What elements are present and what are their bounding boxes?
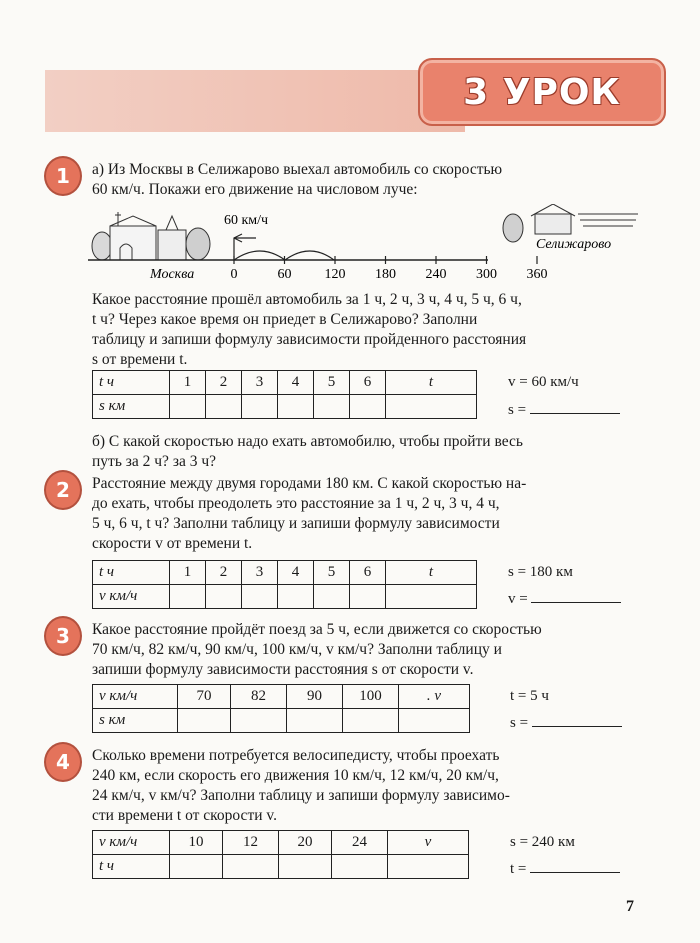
table-cell[interactable]: [386, 585, 477, 609]
table-cell[interactable]: [206, 395, 242, 419]
number-ray-figure: [88, 204, 648, 284]
task-4-line: 240 км, если скорость его движения 10 км/ч, 12 км/ч, 20 км/ч,: [92, 767, 499, 784]
task-3-text: [92, 620, 640, 680]
task-2-formula-2: [508, 590, 621, 608]
task-1-formula-1: v = 60 км/ч: [508, 374, 579, 390]
table-row: [93, 561, 477, 585]
task-4-text: [92, 746, 640, 826]
table-row: [93, 709, 470, 733]
table-row: [93, 831, 469, 855]
city-from-label: Москва: [150, 267, 195, 282]
task-2-line: 5 ч, 6 ч, t ч? Заполни таблицу и запиши формулу зависимости: [92, 515, 500, 532]
task-4-line: 24 км/ч, v км/ч? Заполни таблицу и запиши формулу зависимо-: [92, 787, 510, 804]
task-1-question-line: t ч? Через какое время он приедет в Селижарово? Заполни: [92, 311, 478, 328]
task-3-line: Какое расстояние пройдёт поезд за 5 ч, если движется со скоростью: [92, 621, 542, 638]
table-cell: s км: [93, 395, 170, 419]
task-3-formula-2: [510, 714, 622, 732]
formula-label: s =: [510, 715, 529, 731]
table-cell: 5: [314, 561, 350, 585]
table-cell[interactable]: [231, 709, 287, 733]
ray-tick-label: 60: [277, 267, 292, 282]
table-cell: v км/ч: [93, 685, 178, 709]
table-cell: 6: [350, 371, 386, 395]
table-row: [93, 371, 477, 395]
table-cell[interactable]: [279, 855, 332, 879]
table-row: [93, 855, 469, 879]
table-cell[interactable]: [386, 395, 477, 419]
table-cell: t ч: [93, 855, 170, 879]
table-cell[interactable]: [170, 855, 223, 879]
table-cell[interactable]: [242, 585, 278, 609]
table-cell: 5: [314, 371, 350, 395]
ray-tick-label: 180: [375, 267, 396, 282]
task-4-formula-2: [510, 860, 620, 878]
table-row: [93, 395, 477, 419]
formula-label: t =: [510, 861, 527, 877]
table-cell: v км/ч: [93, 831, 170, 855]
task-2-table: [92, 560, 477, 609]
table-cell: t ч: [93, 371, 170, 395]
table-cell: 12: [223, 831, 279, 855]
task-3-number-badge: 3: [44, 616, 82, 656]
table-cell: 1: [170, 561, 206, 585]
table-cell: 82: [231, 685, 287, 709]
task-1-question-line: s от времени t.: [92, 351, 188, 368]
task-2-text: [92, 474, 640, 554]
table-cell: 3: [242, 371, 278, 395]
table-cell: 4: [278, 561, 314, 585]
task-2-line: до ехать, чтобы преодолеть это расстояние за 1 ч, 2 ч, 3 ч, 4 ч,: [92, 495, 500, 512]
table-cell: 6: [350, 561, 386, 585]
city-to-label: Селижарово: [536, 237, 612, 252]
task-4-table: [92, 830, 469, 879]
task-1-question-line: Какое расстояние прошёл автомобиль за 1 ч, 2 ч, 3 ч, 4 ч, 5 ч, 6 ч,: [92, 291, 522, 308]
task-4-number-badge: 4: [44, 742, 82, 782]
table-cell: 2: [206, 371, 242, 395]
table-cell[interactable]: [242, 395, 278, 419]
task-4-line: сти времени t от скорости v.: [92, 807, 278, 824]
table-cell[interactable]: [350, 585, 386, 609]
answer-line[interactable]: [531, 590, 621, 603]
task-2-formula-1: s = 180 км: [508, 564, 573, 580]
task-3-table: [92, 684, 470, 733]
task-1-number-badge: 1: [44, 156, 82, 196]
task-1-intro: [92, 160, 640, 200]
answer-line[interactable]: [530, 860, 620, 873]
task-1-question: [92, 290, 640, 370]
page-number: 7: [626, 898, 634, 915]
table-cell: 100: [343, 685, 399, 709]
formula-label: v =: [508, 591, 528, 607]
task-1-part-b-line: путь за 2 ч? за 3 ч?: [92, 453, 216, 470]
task-4-line: Сколько времени потребуется велосипедисту, чтобы проехать: [92, 747, 500, 764]
table-cell[interactable]: [170, 585, 206, 609]
table-cell[interactable]: [350, 395, 386, 419]
table-cell: 4: [278, 371, 314, 395]
ray-tick-label: 360: [526, 267, 548, 282]
table-cell: 20: [279, 831, 332, 855]
ray-tick-label: 300: [476, 267, 497, 282]
table-cell[interactable]: [314, 585, 350, 609]
task-3-line: запиши формулу зависимости расстояния s от скорости v.: [92, 661, 474, 678]
table-cell[interactable]: [343, 709, 399, 733]
table-cell: 1: [170, 371, 206, 395]
table-cell[interactable]: [314, 395, 350, 419]
table-cell: t: [386, 371, 477, 395]
task-2-line: скорости v от времени t.: [92, 535, 253, 552]
header-band: [45, 70, 465, 132]
table-row: [93, 685, 470, 709]
table-cell: 3: [242, 561, 278, 585]
table-cell: 10: [170, 831, 223, 855]
table-cell[interactable]: [223, 855, 279, 879]
task-1-part-b: [92, 432, 640, 472]
task-2-number-badge: 2: [44, 470, 82, 510]
task-3-line: 70 км/ч, 82 км/ч, 90 км/ч, 100 км/ч, v км/ч? Заполни таблицу и: [92, 641, 502, 658]
task-1-intro-line: а) Из Москвы в Селижарово выехал автомобиль со скоростью: [92, 161, 503, 178]
ray-jump-arc: [234, 251, 285, 260]
table-cell[interactable]: [399, 709, 470, 733]
answer-line[interactable]: [530, 401, 620, 414]
table-cell[interactable]: [170, 395, 206, 419]
task-1-table: [92, 370, 477, 419]
table-cell[interactable]: [206, 585, 242, 609]
task-1-formula-2: [508, 401, 620, 419]
ray-tick-label: 0: [230, 267, 238, 282]
table-cell: v км/ч: [93, 585, 170, 609]
task-4-formula-1: s = 240 км: [510, 834, 575, 850]
moscow-kremlin-illustration: [92, 212, 210, 260]
ray-tick-label: 120: [324, 267, 346, 282]
table-cell: v: [388, 831, 469, 855]
table-cell: . v: [399, 685, 470, 709]
table-row: [93, 585, 477, 609]
table-cell: s км: [93, 709, 178, 733]
table-cell[interactable]: [278, 395, 314, 419]
ray-jump-arc: [285, 251, 334, 260]
table-cell[interactable]: [178, 709, 231, 733]
formula-label: s =: [508, 402, 527, 418]
task-3-formula-1: t = 5 ч: [510, 688, 549, 704]
table-cell[interactable]: [278, 585, 314, 609]
table-cell: 24: [332, 831, 388, 855]
table-cell: 90: [287, 685, 343, 709]
table-cell: t: [386, 561, 477, 585]
lesson-title: 3 УРОК: [463, 71, 621, 113]
table-cell: 2: [206, 561, 242, 585]
task-2-line: Расстояние между двумя городами 180 км. С какой скоростью на-: [92, 475, 527, 492]
answer-line[interactable]: [532, 714, 622, 727]
speed-label: 60 км/ч: [224, 213, 269, 228]
table-cell[interactable]: [332, 855, 388, 879]
task-1-question-line: таблицу и запиши формулу зависимости пройденного расстояния: [92, 331, 527, 348]
table-cell: t ч: [93, 561, 170, 585]
table-cell[interactable]: [287, 709, 343, 733]
task-1-part-b-line: б) С какой скоростью надо ехать автомобилю, чтобы пройти весь: [92, 433, 523, 450]
table-cell: 70: [178, 685, 231, 709]
lesson-badge: [418, 58, 666, 126]
table-cell[interactable]: [388, 855, 469, 879]
ray-tick-label: 240: [425, 267, 447, 282]
task-1-intro-line: 60 км/ч. Покажи его движение на числовом луче:: [92, 181, 418, 198]
